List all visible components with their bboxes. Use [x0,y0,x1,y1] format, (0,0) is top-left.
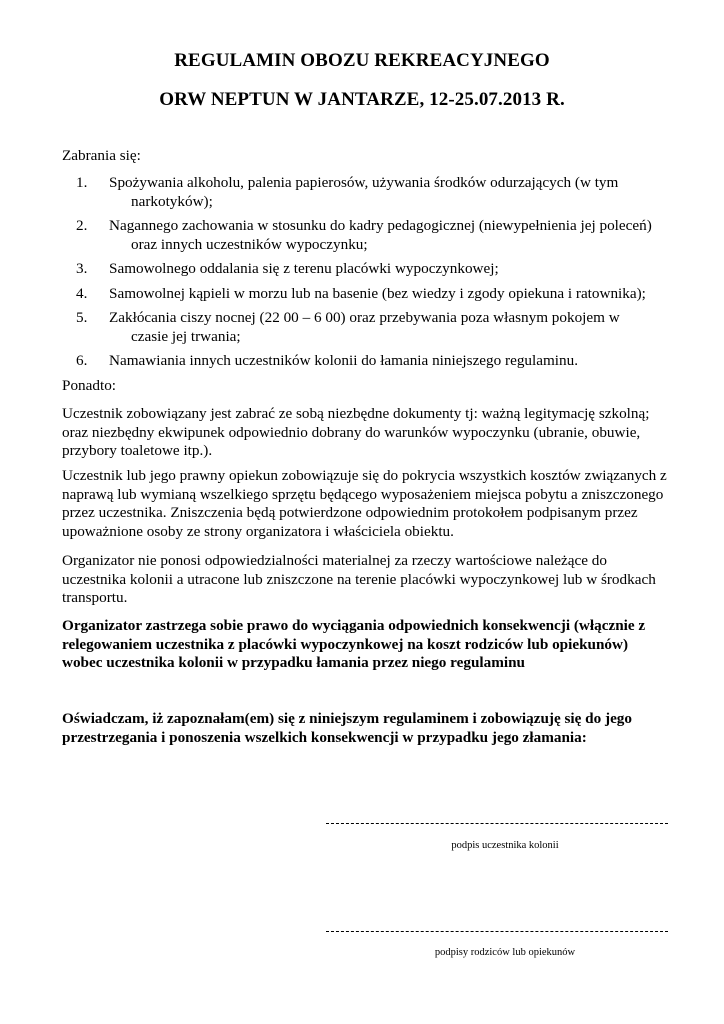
list-item [62,217,672,254]
list-item-text-continued: czasie jej trwania; [131,327,241,345]
paragraph-liability: Organizator nie ponosi odpowiedzialności materialnej za rzeczy wartościowe należące do uczestnika kolonii a utracone lub zniszczone na terenie placówki wypoczynkowej lub w środkach transportu. [62,552,656,606]
list-item-number: 6. [76,352,88,369]
document-title-line-2: ORW NEPTUN W JANTARZE, 12-25.07.2013 R. [159,89,565,110]
guardian-signature-line[interactable] [326,931,668,932]
participant-signature-line[interactable] [326,823,668,824]
list-item [62,285,672,304]
list-item-text: Samowolnego oddalania się z terenu placówki wypoczynkowej; [109,260,499,277]
list-item-number: 4. [76,284,88,302]
list-item-text: Zakłócania ciszy nocnej (22 00 – 6 00) oraz przebywania poza własnym pokojem w [109,309,620,326]
declaration-statement: Oświadczam, iż zapoznałam(em) się z niniejszym regulaminem i zobowiązuję się do jego przestrzegania i ponoszenia wszelkich konsekwencji w przypadku jego złamania: [62,710,632,746]
document-title-line-1: REGULAMIN OBOZU REKREACYJNEGO [174,50,550,71]
list-item-number: 5. [76,309,88,326]
participant-signature-caption: podpis uczestnika kolonii [451,840,559,851]
paragraph-damages: Uczestnik lub jego prawny opiekun zobowiązuje się do pokrycia wszystkich kosztów związanych z naprawą lub wymianą wszelkiego sprzętu będącego wyposażeniem miejsca pobytu a zniszczonego przez uczestnika. Zniszczenia będą potwierdzone odpowiednim protokołem podpisanym przez upoważnione osoby ze strony organizatora i właściciela obiektu. [62,467,667,540]
list-item-text: Spożywania alkoholu, palenia papierosów, używania środków odurzających (w tym [109,174,619,191]
list-item-number: 2. [76,217,88,234]
list-item-text-continued: oraz innych uczestników wypoczynku; [131,235,368,253]
ponadto-heading: Ponadto: [62,377,117,394]
prohibitions-list [62,174,672,377]
list-item [62,352,672,371]
paragraph-documents: Uczestnik zobowiązany jest zabrać ze sobą niezbędne dokumenty tj: ważną legitymację szkolną; oraz niezbędny ekwipunek odpowiednio dobrany do warunków wypoczynku (ubranie, obuwie, przybory toaletowe itp.). [62,405,650,459]
prohibitions-intro: Zabrania się: [62,147,141,164]
list-item-number: 1. [76,174,88,191]
list-item-number: 3. [76,260,88,277]
list-item-text: Namawiania innych uczestników kolonii do łamania niniejszego regulaminu. [109,352,578,369]
list-item [62,260,672,279]
list-item-text: Samowolnej kąpieli w morzu lub na basenie (bez wiedzy i zgody opiekuna i ratownika); [109,284,646,302]
guardian-signature-caption: podpisy rodziców lub opiekunów [434,947,576,958]
list-item [62,174,672,211]
list-item-text: Nagannego zachowania w stosunku do kadry pedagogicznej (niewypełnienia jej poleceń) [109,217,652,234]
paragraph-consequences: Organizator zastrzega sobie prawo do wyciągania odpowiednich konsekwencji (włącznie z relegowaniem uczestnika z placówki wypoczynkowej na koszt rodziców lub opiekunów) wobec uczestnika kolonii w przypadku łamania przez niego regulaminu [62,617,646,671]
list-item-text-continued: narkotyków); [131,192,213,210]
list-item [62,309,672,346]
